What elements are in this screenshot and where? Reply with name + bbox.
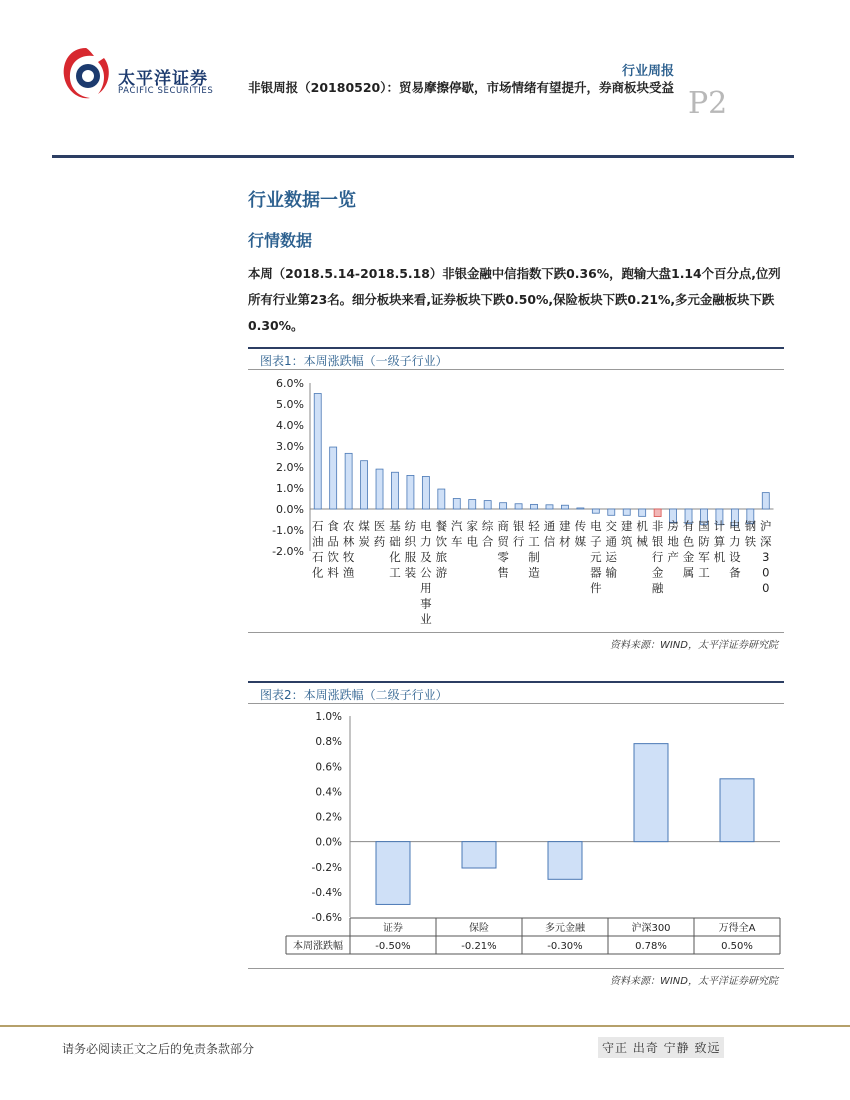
figure2-bottom-rule (248, 968, 784, 969)
figure1-top-rule (248, 347, 784, 349)
brand-name-cn: 太平洋证券 (118, 69, 208, 89)
subsection-title: 行情数据 (248, 231, 313, 250)
chart2-row-label: 本周涨跌幅 (293, 941, 343, 952)
chart1-xtick-label: 餐饮旅游 (435, 519, 448, 580)
chart2-category-label: 证券 (383, 923, 403, 934)
chart1-bar (484, 501, 491, 509)
chart1-xtick-label: 非银行金融 (651, 519, 664, 595)
chart1-bar (762, 493, 769, 509)
chart2-ytick-label: 0.2% (315, 811, 342, 824)
chart1-xtick-label: 食品饮料 (327, 519, 339, 580)
chart1-xtick-label: 综合 (481, 519, 494, 549)
figure2-caption-rule (248, 703, 784, 704)
chart1-bar (453, 499, 460, 510)
chart1-bar (345, 453, 352, 509)
chart1-bar (314, 394, 321, 510)
chart2-bar (462, 842, 496, 868)
chart1-bar (500, 503, 507, 509)
chart2-value-label: 0.50% (721, 941, 753, 952)
chart2-ytick-label: 1.0% (315, 711, 342, 723)
chart1-xtick-label: 农林牧渔 (342, 519, 355, 580)
figure2-caption: 图表2：本周涨跌幅（二级子行业） (260, 688, 448, 702)
chart2-value-label: 0.78% (635, 941, 667, 952)
chart1-bar (639, 509, 646, 516)
chart1-bar (330, 447, 337, 509)
chart1-bar (546, 505, 553, 509)
chart1-bar (422, 476, 429, 509)
figure1-source: 资料来源：WIND，太平洋证券研究院 (609, 640, 778, 651)
chart1-bar (469, 500, 476, 509)
chart2-ytick-label: 0.6% (315, 761, 342, 774)
chart1-xtick-label: 计算机 (713, 519, 726, 564)
chart1-xtick-label: 建筑 (620, 519, 633, 549)
chart1-ytick-label: 2.0% (276, 461, 304, 474)
chart1-xtick-label: 国防军工 (698, 519, 710, 580)
chart1-bar (577, 508, 584, 509)
figure1-caption-rule (248, 369, 784, 370)
chart1-bar (561, 505, 568, 509)
footer-motto: 守正 出奇 宁静 致远 (598, 1037, 724, 1058)
chart1-xtick-label: 沪深 3 0 0 (760, 519, 772, 595)
chart2-ytick-label: -0.6% (311, 912, 342, 924)
summary-paragraph: 本周（2018.5.14-2018.5.18）非银金融中信指数下跌0.36%，跑输大盘1.14个百分点,位列所有行业第23名。细分板块来看,证券板块下跌0.50%,保险板块下跌0.21%,多元金融板块下跌0.30%。 (248, 266, 781, 333)
chart1-bar (592, 509, 599, 513)
section-title: 行业数据一览 (248, 190, 356, 211)
chart1-ytick-label: -2.0% (272, 545, 304, 558)
chart1-bar (391, 472, 398, 509)
chart2-ytick-label: 0.8% (315, 736, 342, 749)
chart1-xtick-label: 纺织服装 (404, 519, 417, 580)
report-title: 非银周报（20180520）：贸易摩擦停歇，市场情绪有望提升，券商板块受益 (248, 80, 674, 95)
chart1-ytick-label: 5.0% (276, 398, 304, 411)
chart1-xtick-label: 有色金属 (682, 519, 695, 580)
chart1-ytick-label: 1.0% (276, 482, 304, 495)
chart2-ytick-label: 0.0% (315, 836, 342, 849)
chart2-value-label: -0.30% (547, 941, 583, 952)
page-number: P2 (688, 86, 728, 121)
brand-name-en: PACIFIC SECURITIES (118, 86, 214, 96)
chart1-xtick-label: 通信 (543, 519, 556, 549)
chart2-category-label: 多元金融 (545, 923, 585, 934)
chart1-xtick-label: 建材 (559, 519, 571, 549)
chart2-category-label: 万得全A (718, 923, 756, 934)
chart1-bar (376, 469, 383, 509)
chart1-xtick-label: 煤炭 (358, 519, 370, 549)
chart1-xtick-label: 传媒 (574, 519, 587, 549)
chart1-xtick-label: 轻工制造 (528, 519, 540, 580)
chart1-xtick-label: 房地产 (667, 519, 679, 564)
chart1-xtick-label: 交通运输 (605, 519, 618, 580)
report-type: 行业周报 (621, 64, 674, 79)
figure1-caption: 图表1：本周涨跌幅（一级子行业） (260, 354, 448, 368)
chart1-xtick-label: 医药 (373, 519, 386, 549)
chart1-bar (654, 509, 661, 517)
header-divider (52, 155, 794, 158)
chart2-category-label: 保险 (469, 923, 489, 934)
chart1-xtick-label: 机械 (636, 519, 648, 549)
chart1-ytick-label: 6.0% (276, 377, 304, 390)
chart1-xtick-label: 电子元器件 (590, 519, 602, 595)
chart1-ytick-label: -1.0% (272, 524, 304, 537)
figure1-bottom-rule (248, 632, 784, 633)
chart1-bar (531, 504, 538, 509)
chart2-bar (376, 842, 410, 905)
chart1-bar (438, 489, 445, 509)
chart1-bar (361, 461, 368, 509)
chart1-bar (407, 475, 414, 509)
chart2-ytick-label: -0.2% (311, 861, 342, 874)
figure2-source: 资料来源：WIND，太平洋证券研究院 (609, 976, 778, 987)
chart2-category-label: 沪深300 (631, 923, 671, 934)
chart1-xtick-label: 石油石化 (311, 519, 324, 580)
figure1-chart (248, 372, 784, 630)
chart2-bar (548, 842, 582, 880)
figure2-top-rule (248, 681, 784, 683)
chart2-ytick-label: -0.4% (311, 886, 342, 899)
chart2-bar (634, 744, 668, 842)
chart1-xtick-label: 基础化工 (389, 519, 401, 580)
chart2-ytick-label: 0.4% (315, 786, 342, 799)
chart1-bar (623, 509, 630, 515)
chart1-ytick-label: 4.0% (276, 419, 304, 432)
company-logo-icon (60, 44, 112, 102)
chart1-xtick-label: 家电 (466, 519, 478, 549)
chart2-bar (720, 779, 754, 842)
chart1-xtick-label: 商贸零售 (497, 519, 509, 580)
chart1-bar (515, 504, 522, 509)
chart1-xtick-label: 汽车 (451, 519, 463, 549)
figure2-chart (248, 705, 784, 957)
chart2-value-label: -0.50% (375, 941, 411, 952)
chart1-ytick-label: 0.0% (276, 503, 304, 516)
chart1-ytick-label: 3.0% (276, 440, 304, 453)
chart1-xtick-label: 电力设备 (729, 519, 741, 580)
chart2-value-label: -0.21% (461, 941, 497, 952)
chart1-bar (608, 509, 615, 515)
chart1-xtick-label: 银行 (512, 519, 525, 549)
footer-divider (0, 1025, 850, 1027)
chart1-xtick-label: 钢铁 (744, 519, 757, 549)
chart1-xtick-label: 电力及公用事业 (420, 519, 432, 626)
footer-disclaimer: 请务必阅读正文之后的免责条款部分 (62, 1042, 255, 1056)
